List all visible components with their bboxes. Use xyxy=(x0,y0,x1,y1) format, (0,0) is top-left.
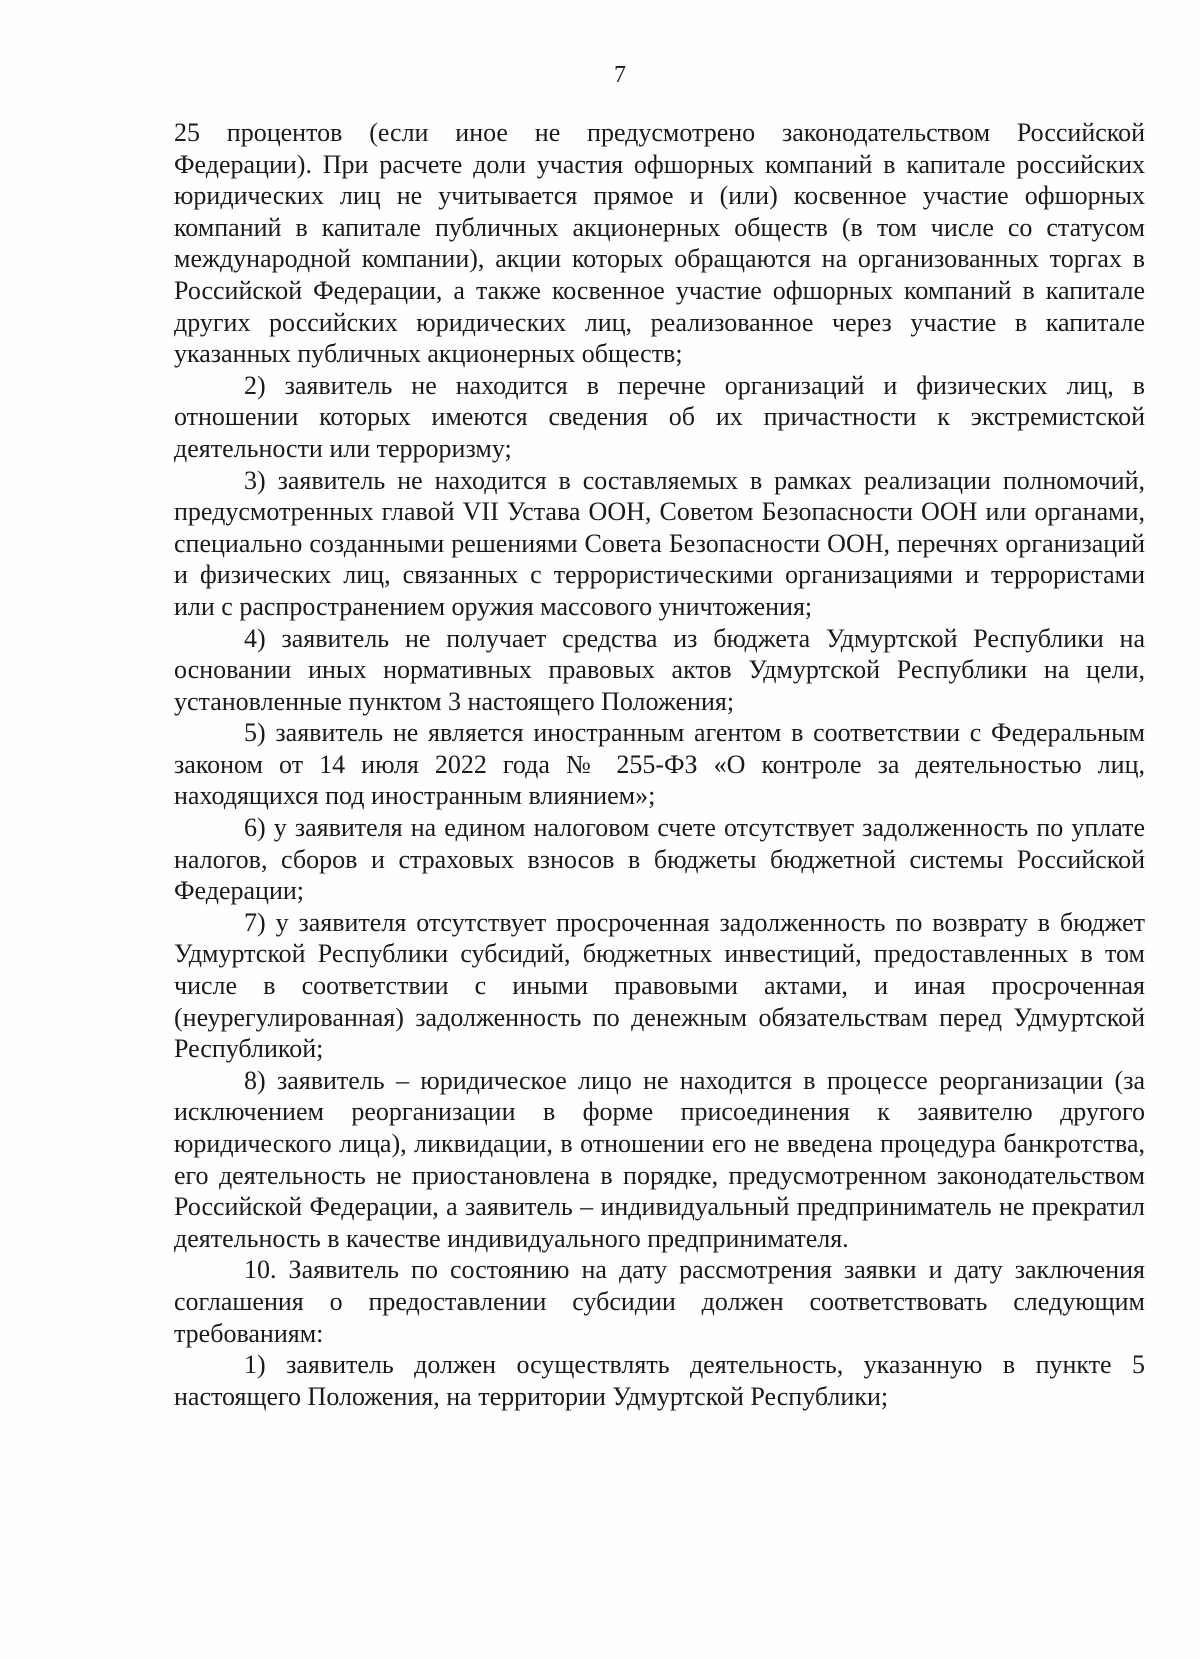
document-body xyxy=(174,117,1145,1412)
paragraph-section-10: 10. Заявитель по состоянию на дату рассмотрения заявки и дату заключения соглашения о предоставлении субсидии должен соответствовать следующим требованиям: xyxy=(174,1255,1145,1348)
paragraph-item-2: 2) заявитель не находится в перечне организаций и физических лиц, в отношении которых имеются сведения об их причастности к экстремистской деятельности или терроризму; xyxy=(174,370,1145,463)
paragraph-item-8: 8) заявитель – юридическое лицо не находится в процессе реорганизации (за исключением реорганизации в форме присоединения к заявителю другого юридического лица), ликвидации, в отношении его не введена процедура банкротства, его деятельность не приостановлена в порядке, предусмотренном законодательством Российской Федерации, а заявитель – индивидуальный предприниматель не прекратил деятельность в качестве индивидуального предпринимателя. xyxy=(174,1065,1145,1253)
page-number: 7 xyxy=(614,62,626,88)
paragraph-item-5: 5) заявитель не является иностранным агентом в соответствии с Федеральным законом от 14 июля 2022 года № 255-ФЗ «О контроле за деятельностью лиц, находящихся под иностранным влиянием»; xyxy=(174,718,1145,811)
paragraph-item-3: 3) заявитель не находится в составляемых в рамках реализации полномочий, предусмотренных главой VII Устава ООН, Советом Безопасности ООН или органами, специально созданными решениями Совета Безопасности ООН, перечнях организаций и физических лиц, связанных с террористическими организациями и террористами или с распространением оружия массового уничтожения; xyxy=(174,465,1145,621)
paragraph-continuation: 25 процентов (если иное не предусмотрено законодательством Российской Федерации). При расчете доли участия офшорных компаний в капитале российских юридических лиц не учитывается прямое и (или) косвенное участие офшорных компаний в капитале публичных акционерных обществ (в том числе со статусом международной компании), акции которых обращаются на организованных торгах в Российской Федерации, а также косвенное участие офшорных компаний в капитале других российских юридических лиц, реализованное через участие в капитале указанных публичных акционерных обществ; xyxy=(174,118,1145,369)
paragraph-section-10-item-1: 1) заявитель должен осуществлять деятельность, указанную в пункте 5 настоящего Положения, на территории Удмуртской Республики; xyxy=(174,1350,1145,1411)
paragraph-item-7: 7) у заявителя отсутствует просроченная задолженность по возврату в бюджет Удмуртской Республики субсидий, бюджетных инвестиций, предоставленных в том числе в соответствии с иными правовыми актами, и иная просроченная (неурегулированная) задолженность по денежным обязательствам перед Удмуртской Республикой; xyxy=(174,907,1145,1064)
paragraph-item-6: 6) у заявителя на едином налоговом счете отсутствует задолженность по уплате налогов, сборов и страховых взносов в бюджеты бюджетной системы Российской Федерации; xyxy=(174,813,1145,906)
paragraph-item-4: 4) заявитель не получает средства из бюджета Удмуртской Республики на основании иных нормативных правовых актов Удмуртской Республики на цели, установленные пунктом 3 настоящего Положения; xyxy=(174,623,1145,716)
